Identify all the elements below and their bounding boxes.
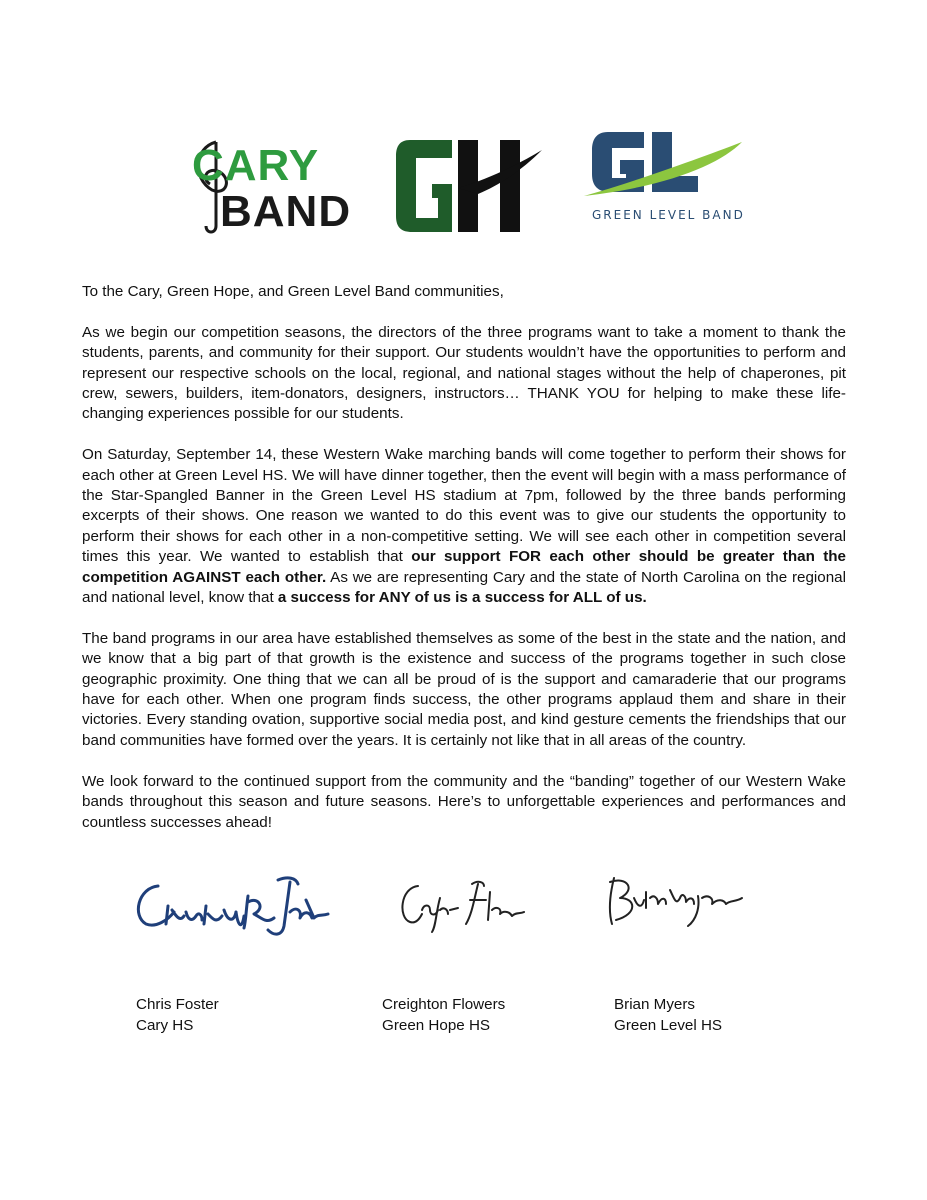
signer-brian-myers [614,995,722,1036]
salutation: To the Cary, Green Hope, and Green Level Band communities, [82,283,504,300]
signature-creighton-flowers [392,870,528,936]
signature-brian-myers [600,868,745,932]
signer-chris-foster [136,995,219,1036]
event-bold-success: a success for ANY of us is a success for ALL of us. [277,589,647,607]
paragraph-closing: We look forward to the continued support from the community and the “banding” together of our Western Wake bands throughout this season and future seasons. Here’s to unforgettable experiences and performances and countless successes ahead! [82,772,846,831]
cary-logo-line1: CARY [192,141,320,190]
paragraph-event [82,445,846,608]
signer-creighton-flowers [382,995,505,1036]
logo-row [0,120,927,250]
green-hope-logo [392,132,544,238]
green-level-caption: GREEN LEVEL BAND [592,208,745,222]
signer-school: Cary HS [136,1016,194,1034]
paragraph-thanks: As we begin our competition seasons, the directors of the three programs want to take a moment to thank the students, parents, and community for their support. Our students wouldn’t have the opportunities to perform and represent our respective schools on the local, regional, and national stages without the help of chaperones, pit crew, sewers, builders, item-donators, designers, instructors… THANK YOU for helping to make these life-changing experiences possible for our students. [82,323,846,423]
event-bold-support: our support FOR each other should be greater than the competition AGAINST each other. [82,548,846,586]
cary-band-logo [186,130,362,240]
green-level-logo [580,124,745,234]
event-text-2: As we are representing Cary and the state of North Carolina on the regional and national level, know that [82,568,846,607]
signer-name: Creighton Flowers [382,996,506,1013]
signer-school: Green Level HS [614,1016,723,1034]
cary-logo-line2: BAND [220,187,352,236]
green-level-gl-mark [580,124,745,204]
signature-chris-foster [128,866,333,950]
event-text-1: On Saturday, September 14, these Western Wake marching bands will come together to perform their shows for each other at Green Level HS. We will have dinner together, then the event will begin with a mass performance of the Star-Spangled Banner in the Green Level HS stadium at 7pm, followed by the three bands performing excerpts of their shows. One reason we wanted to do this event was to give our students the opportunity to perform their shows for each other in a non-competitive setting. We will see each other in competition several times this year. We wanted to establish that [82,446,846,566]
signer-school: Green Hope HS [382,1016,491,1034]
paragraph-programs: The band programs in our area have established themselves as some of the best in the state and the nation, and we know that a big part of that growth is the existence and success of the programs together in such close geographic proximity. One thing that we can all be proud of is the support and camaraderie that our programs have for each other. When one program finds success, the other programs applaud them and share in their victories. Every standing ovation, supportive social media post, and kind gesture cements the friendships that our band communities have formed over the years. It is certainly not like that in all areas of the country. [82,629,846,749]
green-hope-gh-mark [392,132,544,238]
letter-body [82,282,846,853]
signer-name: Brian Myers [614,996,696,1013]
signer-name: Chris Foster [136,996,219,1013]
